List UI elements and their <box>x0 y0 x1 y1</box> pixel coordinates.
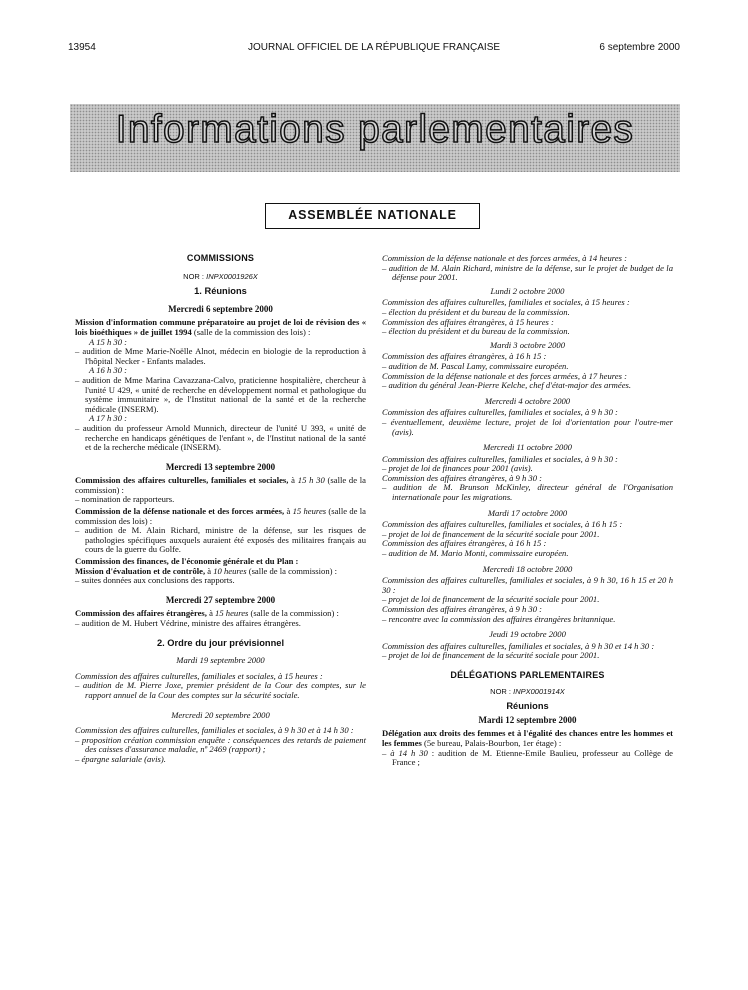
meeting-paragraph <box>75 318 366 337</box>
agenda-item: – audition de M. Alain Richard, ministre de la défense, sur les risques de pathologies spécifiques auxquels auraient été exposés des militaires français au cours de la guerre du Golfe. <box>75 525 366 555</box>
day-heading: Mardi 12 septembre 2000 <box>478 714 577 725</box>
dash: – <box>382 747 391 758</box>
connector: à <box>205 565 214 576</box>
day-heading: Lundi 2 octobre 2000 <box>490 285 565 296</box>
agenda-text: : audition de M. Etienne-Emile Baulieu, professeur au Collège de France ; <box>392 747 673 768</box>
day-heading: Mercredi 6 septembre 2000 <box>168 303 273 314</box>
meeting-paragraph: Commission des affaires étrangères, à 16 h 15 : <box>382 351 547 362</box>
meeting-paragraph: Commission des affaires culturelles, familiales et sociales, à 16 h 15 : <box>382 519 623 530</box>
day-heading: Mercredi 4 octobre 2000 <box>484 395 571 406</box>
agenda-item: – éventuellement, deuxième lecture, projet de loi d'orientation pour l'outre-mer (avis). <box>382 416 673 437</box>
agenda-item: – épargne salariale (avis). <box>75 753 166 764</box>
agenda-item: – audition de M. Brunson McKinley, directeur général de l'Organisation internationale pour les migrations. <box>382 482 673 503</box>
agenda-item: – projet de loi de finances pour 2001 (avis). <box>382 463 533 474</box>
section-heading-ordre-du-jour: 2. Ordre du jour prévisionnel <box>156 637 285 648</box>
meeting-location: (salle de la commission des lois) : <box>75 506 366 526</box>
section-heading-reunions: 1. Réunions <box>194 286 247 297</box>
meeting-paragraph <box>75 507 366 526</box>
journal-title: JOURNAL OFFICIEL DE LA RÉPUBLIQUE FRANÇAISE <box>247 42 501 53</box>
day-heading: Jeudi 19 octobre 2000 <box>489 629 566 640</box>
nor-label: NOR : <box>490 686 512 696</box>
meeting-time: A 15 h 30 : <box>89 336 128 347</box>
commission-name: Commission des affaires étrangères, <box>75 608 207 619</box>
day-heading: Mercredi 18 octobre 2000 <box>482 563 573 574</box>
section-banner <box>70 104 680 172</box>
meeting-paragraph: Commission des affaires étrangères, à 15 heures : <box>382 316 554 327</box>
agenda-item: – élection du président et du bureau de la commission. <box>382 306 570 317</box>
nor-line <box>382 687 673 697</box>
right-column <box>382 254 673 768</box>
meeting-location: (5e bureau, Palais-Bourbon, 1er étage) : <box>421 737 562 748</box>
meeting-paragraph: Commission de la défense nationale et des forces armées, à 17 heures : <box>382 370 627 381</box>
meeting-paragraph: Commission des affaires étrangères, à 9 h 30 : <box>382 472 543 483</box>
agenda-item: – projet de loi de financement de la sécurité sociale pour 2001. <box>382 650 600 661</box>
meeting-paragraph: Commission des affaires culturelles, familiales et sociales, à 9 h 30 et à 14 h 30 : <box>75 725 354 736</box>
agenda-item: – audition de M. Alain Richard, ministre de la défense, sur le projet de budget de la défense pour 2001. <box>382 262 673 283</box>
left-column <box>75 254 366 765</box>
meeting-hour: à 14 h 30 <box>390 747 428 758</box>
meeting-hour: 15 heures <box>292 506 327 517</box>
agenda-item: – élection du président et du bureau de la commission. <box>382 326 570 337</box>
agenda-item: – rencontre avec la commission des affaires étrangères britannique. <box>382 613 616 624</box>
meeting-time: A 17 h 30 : <box>89 413 128 424</box>
meeting-paragraph: Commission des affaires culturelles, familiales et sociales, à 9 h 30 : <box>382 453 618 464</box>
meeting-location: (salle de la commission des lois) : <box>191 326 311 337</box>
mission-name: Mission d'évaluation et de contrôle, <box>75 565 206 576</box>
page-number: 13954 <box>68 42 96 53</box>
nor-value: INPX0001914X <box>513 686 565 696</box>
agenda-item: – audition de M. Mario Monti, commissaire européen. <box>382 548 569 559</box>
commission-name: Commission des finances, de l'économie générale et du Plan : <box>75 556 299 567</box>
section-heading-reunions: Réunions <box>506 701 549 712</box>
meeting-body-bold: Mission d'information commune préparatoire au projet de loi de révision des « lois bioéthiques » de juillet 1994 <box>75 317 366 337</box>
agenda-item: – audition du général Jean-Pierre Kelche, chef d'état-major des armées. <box>382 380 632 391</box>
commissions-heading: COMMISSIONS <box>186 253 255 263</box>
commission-name: Commission de la défense nationale et des forces armées, <box>75 506 285 517</box>
agenda-item: – audition de Mme Marina Cavazzana-Calvo, praticienne hospitalière, chercheur à l'unité U 429, « unité de recherche en développement normal et pathologique du système immunitaire », de l'Institut national de la santé et de la recherche médicale (INSERM). <box>75 374 366 414</box>
commission-name: Commission des affaires culturelles, familiales et sociales, <box>75 475 289 486</box>
agenda-item <box>382 749 673 768</box>
nor-label: NOR : <box>183 271 205 281</box>
assembly-title-box: ASSEMBLÉE NATIONALE <box>265 203 480 229</box>
meeting-paragraph: Commission des affaires culturelles, familiales et sociales, à 9 h 30 et 14 h 30 : <box>382 640 655 651</box>
agenda-item: – audition de M. Hubert Védrine, ministre des affaires étrangères. <box>75 618 301 628</box>
agenda-item: – audition de M. Pascal Lamy, commissaire européen. <box>382 360 569 371</box>
day-heading: Mercredi 20 septembre 2000 <box>171 709 270 720</box>
meeting-time: A 16 h 30 : <box>89 365 128 376</box>
agenda-item: – audition de Mme Marie-Noëlle Alnot, médecin en biologie de la reproduction à l'hôpital Necker - Enfants malades. <box>75 346 366 366</box>
connector: à <box>206 608 216 619</box>
agenda-item: – projet de loi de financement de la sécurité sociale pour 2001. <box>382 528 600 539</box>
agenda-item: – audition de M. Pierre Joxe, premier président de la Cour des comptes, sur le rapport annuel de la Cour des comptes sur la sécurité sociale. <box>75 680 366 700</box>
agenda-item: – suites données aux conclusions des rapports. <box>75 575 235 586</box>
meeting-paragraph: Commission des affaires culturelles, familiales et sociales, à 9 h 30 : <box>382 407 618 418</box>
day-heading: Mercredi 11 octobre 2000 <box>483 442 572 453</box>
meeting-hour: 15 h 30 <box>297 475 325 486</box>
issue-date: 6 septembre 2000 <box>599 42 680 53</box>
meeting-location: (salle de la commission) : <box>75 475 366 495</box>
nor-line <box>75 272 366 282</box>
running-header <box>68 42 680 56</box>
day-heading: Mercredi 27 septembre 2000 <box>165 594 276 605</box>
agenda-item: – audition du professeur Arnold Munnich, directeur de l'unité U 393, « unité de recherche en handicaps génétiques de l'enfant », de l'Institut national de la santé et de la recherche médicale (INSERM). <box>75 422 366 453</box>
banner-title: Informations parlementaires <box>115 108 635 151</box>
day-heading: Mercredi 13 septembre 2000 <box>165 461 276 472</box>
meeting-paragraph: Commission de la défense nationale et des forces armées, à 14 heures : <box>382 253 627 263</box>
meeting-paragraph: Commission des affaires culturelles, familiales et sociales, à 15 heures : <box>75 670 323 681</box>
day-heading: Mardi 19 septembre 2000 <box>176 655 265 666</box>
meeting-hour: 10 heures <box>213 565 247 576</box>
day-heading: Mardi 3 octobre 2000 <box>489 339 566 350</box>
delegation-name: Délégation aux droits des femmes et à l'égalité des chances entre les hommes et les femmes <box>382 728 673 748</box>
day-heading: Mardi 17 octobre 2000 <box>487 507 568 518</box>
nor-value: INPX0001926X <box>206 271 258 281</box>
meeting-paragraph: Commission des affaires étrangères, à 16 h 15 : <box>382 538 547 549</box>
agenda-item: – projet de loi de financement de la sécurité sociale pour 2001. <box>382 594 600 605</box>
agenda-item: – proposition création commission enquête : conséquences des retards de paiement des caisses d'assurance maladie, nº 2469 (rapport) ; <box>75 734 366 755</box>
delegations-heading: DÉLÉGATIONS PARLEMENTAIRES <box>450 669 605 680</box>
agenda-item: – nomination de rapporteurs. <box>75 494 175 505</box>
connector: à <box>288 475 298 486</box>
meeting-location: (salle de la commission) : <box>248 608 339 619</box>
meeting-hour: 15 heures <box>215 608 249 619</box>
connector: à <box>284 506 293 517</box>
meeting-paragraph: Commission des affaires étrangères, à 9 h 30 : <box>382 604 543 614</box>
meeting-paragraph <box>382 729 673 748</box>
meeting-paragraph: Commission des affaires culturelles, familiales et sociales, à 9 h 30, 16 h 15 et 20 h 30 : <box>382 575 673 595</box>
meeting-paragraph <box>75 476 366 495</box>
meeting-location: (salle de la commission) : <box>246 565 338 576</box>
meeting-paragraph: Commission des affaires culturelles, familiales et sociales, à 15 heures : <box>382 297 630 308</box>
